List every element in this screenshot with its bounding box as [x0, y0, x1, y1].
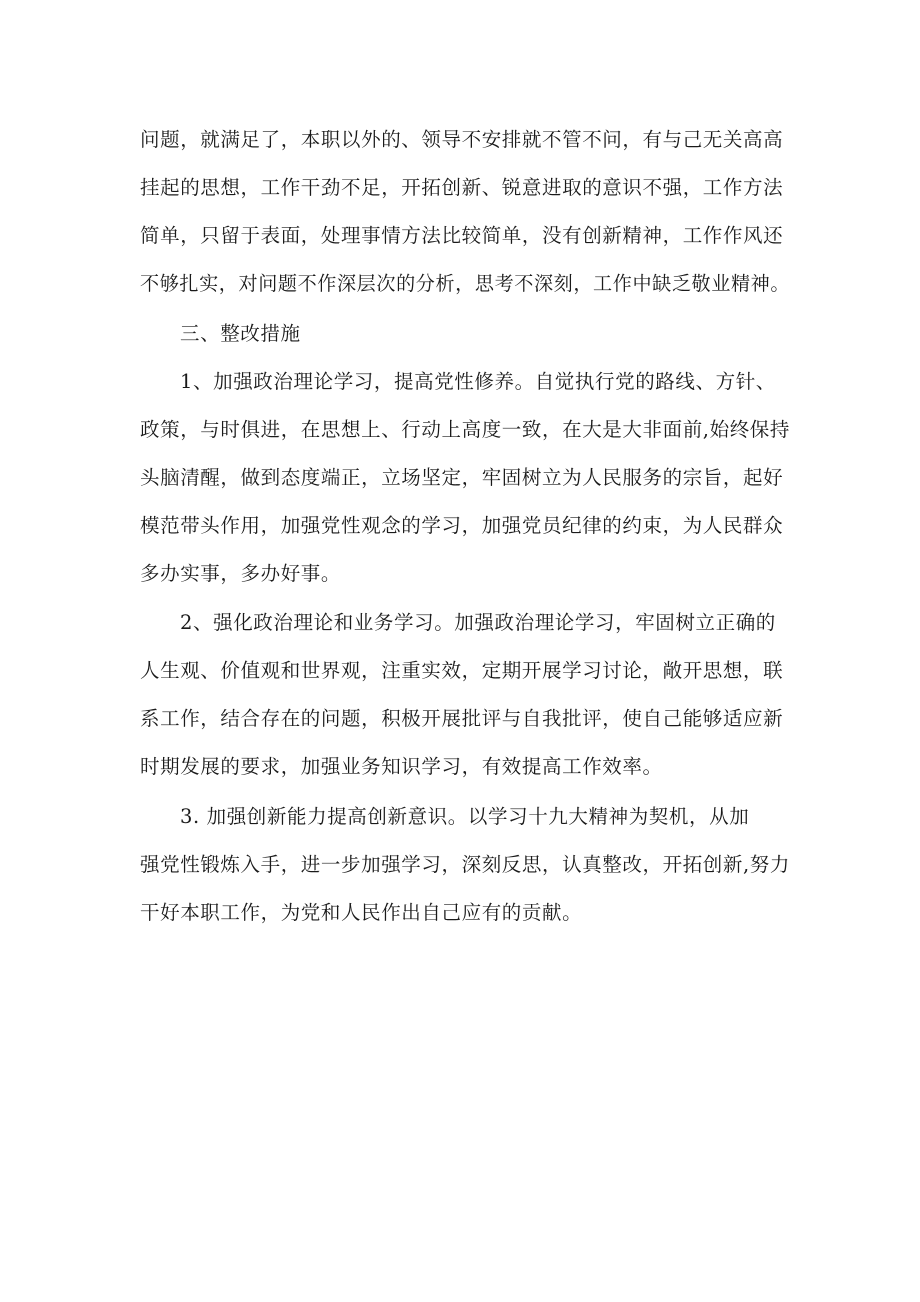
paragraph-line: 3. 加强创新能力提高创新意识。以学习十九大精神为契机，从加: [180, 805, 750, 828]
paragraph-line: 模范带头作用，加强党性观念的学习，加强党员纪律的约束，为人民群众: [140, 514, 784, 537]
paragraph-line: 政策，与时俱进，在思想上、行动上高度一致，在大是大非面前,始终保持: [140, 418, 790, 441]
paragraph-line: 人生观、价值观和世界观，注重实效，定期开展学习讨论，敞开思想，联: [140, 659, 784, 682]
paragraph-line: 问题，就满足了，本职以外的、领导不安排就不管不问，有与己无关高高: [140, 128, 784, 151]
paragraph-line: 系工作，结合存在的问题，积极开展批评与自我批评，使自己能够适应新: [140, 707, 784, 730]
paragraph-line: 1、加强政治理论学习，提高党性修养。自觉执行党的路线、方针、: [180, 370, 776, 393]
paragraph-line: 多办实事，多办好事。: [140, 562, 342, 585]
paragraph-line: 2、强化政治理论和业务学习。加强政治理论学习，牢固树立正确的: [180, 611, 776, 634]
paragraph-line: 头脑清醒，做到态度端正，立场坚定，牢固树立为人民服务的宗旨，起好: [140, 466, 784, 489]
paragraph-line: 干好本职工作，为党和人民作出自己应有的贡献。: [140, 901, 583, 924]
section-heading: 三、整改措施: [180, 322, 301, 345]
paragraph-line: 简单，只留于表面，处理事情方法比较简单，没有创新精神，工作作风还: [140, 224, 784, 247]
paragraph-line: 不够扎实，对问题不作深层次的分析，思考不深刻，工作中缺乏敬业精神。: [140, 272, 791, 295]
paragraph-line: 强党性锻炼入手，进一步加强学习，深刻反思，认真整改，开拓创新,努力: [140, 853, 790, 876]
paragraph-line: 挂起的思想，工作干劲不足，开拓创新、锐意进取的意识不强，工作方法: [140, 176, 784, 199]
paragraph-line: 时期发展的要求，加强业务知识学习，有效提高工作效率。: [140, 755, 663, 778]
